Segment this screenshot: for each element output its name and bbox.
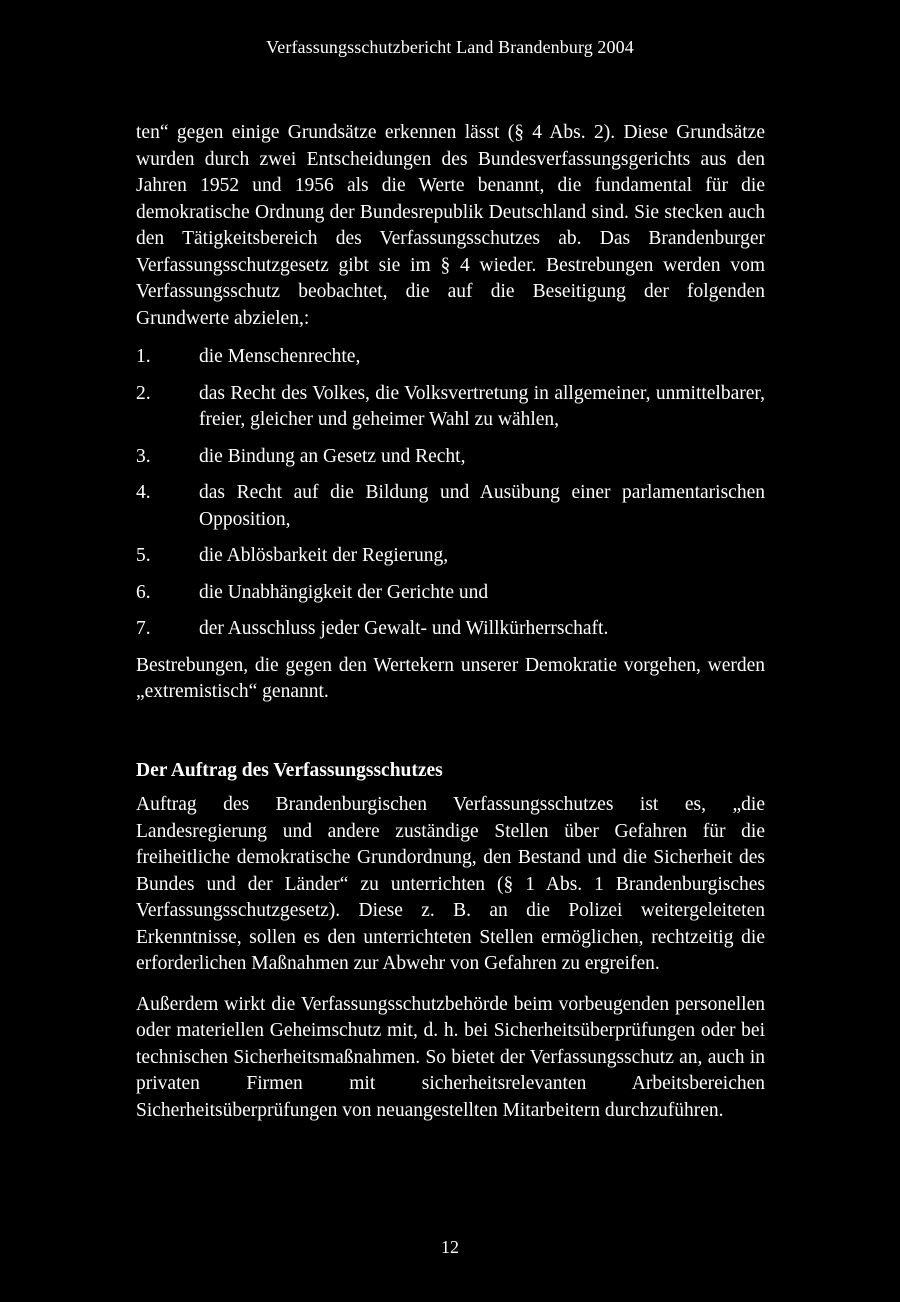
list-item-text: das Recht auf die Bildung und Ausübung einer parlamentarischen Opposition,	[199, 482, 765, 530]
list-item-text: die Ablösbarkeit der Regierung,	[199, 545, 449, 566]
page-number: 12	[441, 1237, 459, 1257]
page-body	[136, 120, 765, 1124]
list-item-text: der Ausschluss jeder Gewalt- und Willkürherrschaft.	[199, 618, 609, 639]
list-item	[136, 543, 765, 570]
list-item-number: 3.	[136, 445, 151, 467]
grundwerte-list	[136, 344, 765, 643]
list-item-number: 4.	[136, 482, 151, 503]
list-item-text: die Unabhängigkeit der Gerichte und	[199, 581, 489, 603]
list-item	[136, 616, 765, 643]
list-item	[136, 580, 765, 607]
list-item-number: 2.	[136, 382, 151, 404]
running-header: Verfassungsschutzbericht Land Brandenburg 2004	[266, 37, 634, 57]
list-item-number: 5.	[136, 545, 151, 566]
list-item-number: 7.	[136, 618, 151, 639]
section-paragraph-2: Außerdem wirkt die Verfassungsschutzbehörde beim vorbeugenden personellen oder materiellen Geheimschutz mit, d. h. bei Sicherheitsüberprüfungen oder bei technischen Sicherheitsmaßnahmen. So bietet der Verfassungsschutz an, auch in privaten Firmen mit sicherheitsrelevanten Arbeitsbereichen Sicherheitsüberprüfungen von neuangestellten Mitarbeitern durchzuführen.	[136, 993, 765, 1121]
list-item	[136, 344, 765, 371]
list-item-text: die Bindung an Gesetz und Recht,	[199, 445, 466, 467]
list-item-text: das Recht des Volkes, die Volksvertretung in allgemeiner, unmittelbarer, freier, gleicher und geheimer Wahl zu wählen,	[199, 382, 765, 430]
section-paragraph-1: Auftrag des Brandenburgischen Verfassungsschutzes ist es, „die Landesregierung und andere zuständige Stellen über Gefahren für die freiheitliche demokratische Grundordnung, den Bestand und die Sicherheit des Bundes und der Länder“ zu unterrichten (§ 1 Abs. 1 Brandenburgisches Verfassungsschutzgesetz). Diese z. B. an die Polizei weitergeleiteten Erkenntnisse, sollen es den unterrichteten Stellen ermöglichen, rechtzeitig die erforderlichen Maßnahmen zur Abwehr von Gefahren zu ergreifen.	[136, 794, 765, 974]
list-item-number: 1.	[136, 346, 151, 367]
list-item	[136, 381, 765, 434]
list-item-text: die Menschenrechte,	[199, 346, 361, 367]
section-heading: Der Auftrag des Verfassungsschutzes	[136, 759, 443, 781]
closing-paragraph: Bestrebungen, die gegen den Wertekern unserer Demokratie vorgehen, werden „extremistisch“ genannt.	[136, 654, 765, 702]
intro-paragraph: ten“ gegen einige Grundsätze erkennen lässt (§ 4 Abs. 2). Diese Grundsätze wurden durch zwei Entscheidungen des Bundesverfassungsgerichts aus den Jahren 1952 und 1956 als die Werte benannt, die fundamental für die demokratische Ordnung der Bundesrepublik Deutschland sind. Sie stecken auch den Tätigkeitsbereich des Verfassungsschutzes ab. Das Brandenburger Verfassungsschutzgesetz gibt sie im § 4 wieder. Bestrebungen werden vom Verfassungsschutz beobachtet, die auf die Beseitigung der folgenden Grundwerte abzielen,:	[136, 122, 765, 329]
list-item	[136, 444, 765, 471]
list-item-number: 6.	[136, 581, 151, 603]
list-item	[136, 480, 765, 533]
